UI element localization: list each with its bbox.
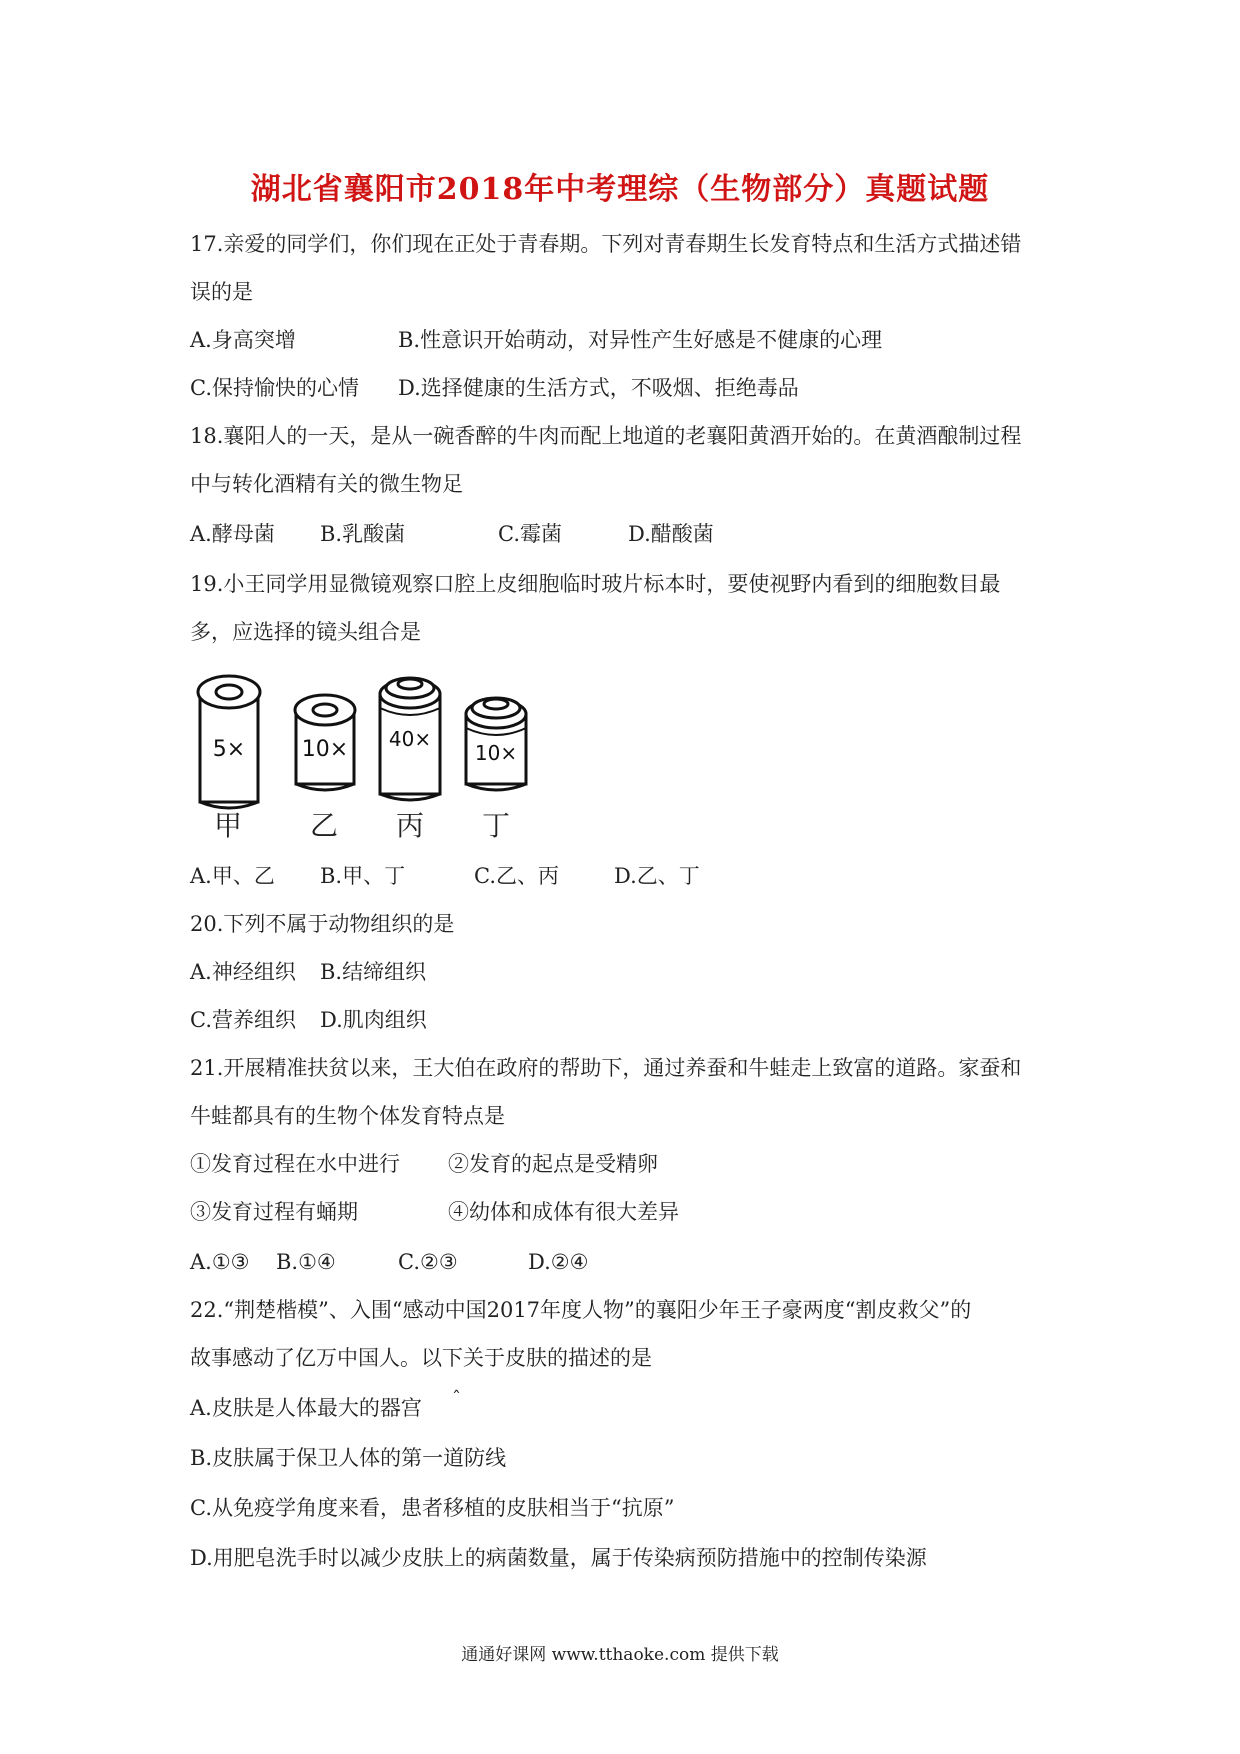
- page-title: 湖北省襄阳市2018年中考理综（生物部分）真题试题: [250, 172, 990, 207]
- q17-option-c: C.保持愉快的心情: [190, 376, 359, 400]
- q20-option-a: A.神经组织: [190, 960, 296, 984]
- q22-option-c: C.从免疫学角度来看，患者移植的皮肤相当于“抗原”: [190, 1496, 675, 1520]
- q19-option-a: A.甲、乙: [190, 864, 275, 888]
- lens-ding-mag: 10×: [474, 741, 518, 765]
- q22-option-a: A.皮肤是人体最大的器宫: [190, 1396, 422, 1420]
- q18-option-c: C.霉菌: [498, 522, 562, 546]
- q21-stem-line2: 牛蛙都具有的生物个体发育特点是: [190, 1104, 505, 1128]
- q22-option-b: B.皮肤属于保卫人体的第一道防线: [190, 1446, 507, 1470]
- q20-stem: 20.下列不属于动物组织的是: [190, 912, 455, 936]
- q21-option-c: C.②③: [398, 1250, 458, 1274]
- q21-statement-4: ④幼体和成体有很大差异: [448, 1200, 679, 1224]
- q21-statement-1: ①发育过程在水中进行: [190, 1152, 400, 1176]
- page-footer: 通通好课网 www.tthaoke.com 提供下载: [461, 1645, 779, 1665]
- q17-option-b: B.性意识开始萌动，对异性产生好感是不健康的心理: [398, 328, 883, 352]
- q21-stem-line1: 21.开展精准扶贫以来，王大伯在政府的帮助下，通过养蚕和牛蛙走上致富的道路。家蚕和: [190, 1056, 1022, 1080]
- lens-label-bing: 丙: [396, 809, 425, 842]
- q19-stem-line2: 多，应选择的镜头组合是: [190, 620, 421, 644]
- q20-option-c: C.营养组织: [190, 1008, 296, 1032]
- q21-option-d: D.②④: [528, 1250, 589, 1274]
- q17-stem-line1: 17.亲爱的同学们，你们现在正处于青春期。下列对青春期生长发育特点和生活方式描述错: [190, 232, 1022, 256]
- q22-stem-line2: 故事感动了亿万中国人。以下关于皮肤的描述的是: [190, 1346, 652, 1370]
- lens-yi-mag: 10×: [301, 737, 349, 762]
- q17-stem-line2: 误的是: [190, 280, 253, 304]
- q19-option-c: C.乙、丙: [474, 864, 559, 888]
- lens-jia-mag: 5×: [212, 737, 246, 762]
- q18-option-d: D.醋酸菌: [628, 522, 714, 546]
- q19-option-b: B.甲、丁: [320, 864, 406, 888]
- q21-option-a: A.①③: [190, 1250, 250, 1274]
- q18-option-b: B.乳酸菌: [320, 522, 406, 546]
- q18-stem-line2: 中与转化酒精有关的微生物足: [190, 472, 463, 496]
- lens-yi-icon: [295, 695, 355, 790]
- q20-option-b: B.结缔组织: [320, 960, 427, 984]
- q18-stem-line1: 18.襄阳人的一天，是从一碗香醉的牛肉而配上地道的老襄阳黄酒开始的。在黄酒酿制过程: [190, 424, 1022, 448]
- q21-statement-3: ③发育过程有蛹期: [190, 1200, 358, 1224]
- lens-label-jia: 甲: [214, 809, 243, 842]
- q21-statement-2: ②发育的起点是受精卵: [448, 1152, 658, 1176]
- q22-stem-line1: 22.“荆楚楷模”、入围“感动中国2017年度人物”的襄阳少年王子豪两度“割皮救父”的: [190, 1298, 972, 1322]
- q17-option-a: A.身高突增: [190, 328, 296, 352]
- lens-label-yi: 乙: [310, 809, 339, 842]
- q18-option-a: A.酵母菌: [190, 522, 275, 546]
- microscope-lenses-figure: [192, 672, 552, 842]
- q21-option-b: B.①④: [276, 1250, 336, 1274]
- lens-bing-icon: [380, 678, 440, 800]
- lens-bing-mag: 40×: [388, 727, 432, 751]
- q19-option-d: D.乙、丁: [614, 864, 700, 888]
- q19-stem-line1: 19.小王同学用显微镜观察口腔上皮细胞临时玻片标本时，要使视野内看到的细胞数目最: [190, 572, 1001, 596]
- q22-option-d: D.用肥皂洗手时以减少皮肤上的病菌数量，属于传染病预防措施中的控制传染源: [190, 1546, 927, 1570]
- stray-caret-mark: ˆ: [452, 1388, 461, 1409]
- lens-ding-icon: [466, 698, 526, 790]
- lens-label-ding: 丁: [482, 809, 511, 842]
- lens-jia-icon: [198, 676, 260, 808]
- q17-option-d: D.选择健康的生活方式，不吸烟、拒绝毒品: [398, 376, 799, 400]
- q20-option-d: D.肌肉组织: [320, 1008, 427, 1032]
